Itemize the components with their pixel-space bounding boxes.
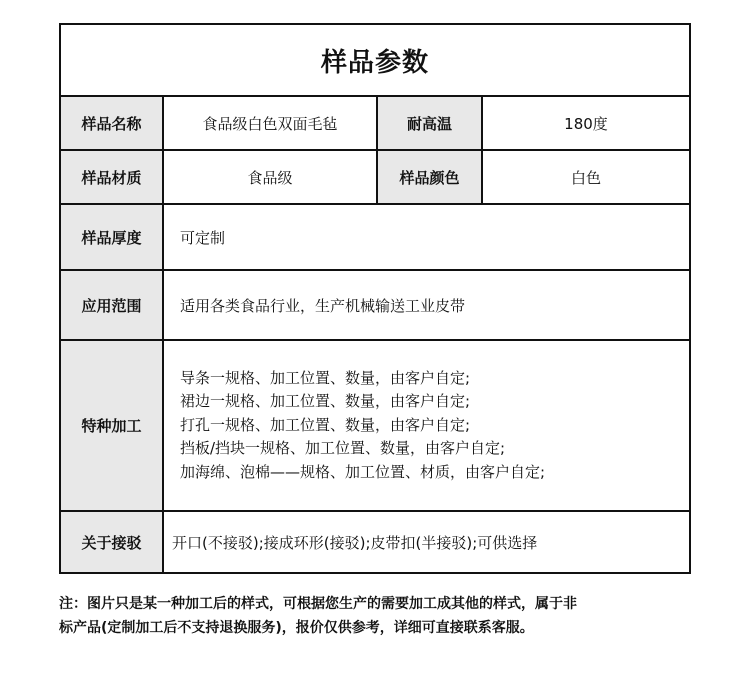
parameter-table xyxy=(59,23,691,574)
thickness-label: 样品厚度 xyxy=(61,205,164,269)
heat-resistance-label: 耐高温 xyxy=(378,97,483,149)
special-processing-line: 挡板/挡块一规格、加工位置、数量，由客户自定; xyxy=(180,439,506,458)
scope-value: 适用各类食品行业，生产机械输送工业皮带 xyxy=(180,296,466,315)
name-row xyxy=(61,95,689,149)
special-processing-line: 打孔一规格、加工位置、数量，由客户自定; xyxy=(180,415,471,434)
thickness-value: 可定制 xyxy=(180,228,226,247)
material-row xyxy=(61,149,689,203)
thickness-row xyxy=(61,203,689,269)
special-processing-line: 裙边一规格、加工位置、数量，由客户自定; xyxy=(180,392,471,411)
color-label: 样品颜色 xyxy=(378,151,483,203)
special-processing-list xyxy=(164,341,689,510)
joint-label: 关于接驳 xyxy=(61,512,164,572)
table-title: 样品参数 xyxy=(320,47,429,78)
footnote xyxy=(59,592,699,640)
heat-resistance-value: 180度 xyxy=(564,114,608,133)
special-processing-line: 加海绵、泡棉——规格、加工位置、材质，由客户自定; xyxy=(180,462,546,481)
scope-row xyxy=(61,269,689,339)
joint-value: 开口(不接驳);接成环形(接驳);皮带扣(半接驳);可供选择 xyxy=(172,533,538,552)
special-processing-row xyxy=(61,339,689,510)
joint-row xyxy=(61,510,689,572)
special-processing-line: 导条一规格、加工位置、数量，由客户自定; xyxy=(180,368,471,387)
color-value: 白色 xyxy=(570,168,601,187)
name-value: 食品级白色双面毛毡 xyxy=(164,97,378,149)
special-processing-label: 特种加工 xyxy=(61,341,164,510)
title-row xyxy=(61,25,689,95)
scope-label: 应用范围 xyxy=(61,271,164,339)
name-label: 样品名称 xyxy=(61,97,164,149)
footnote-line: 标产品(定制加工后不支持退换服务)，报价仅供参考，详细可直接联系客服。 xyxy=(59,620,534,636)
footnote-line: 注：图片只是某一种加工后的样式，可根据您生产的需要加工成其他的样式，属于非 xyxy=(59,596,577,612)
material-label: 样品材质 xyxy=(61,151,164,203)
material-value: 食品级 xyxy=(164,151,378,203)
